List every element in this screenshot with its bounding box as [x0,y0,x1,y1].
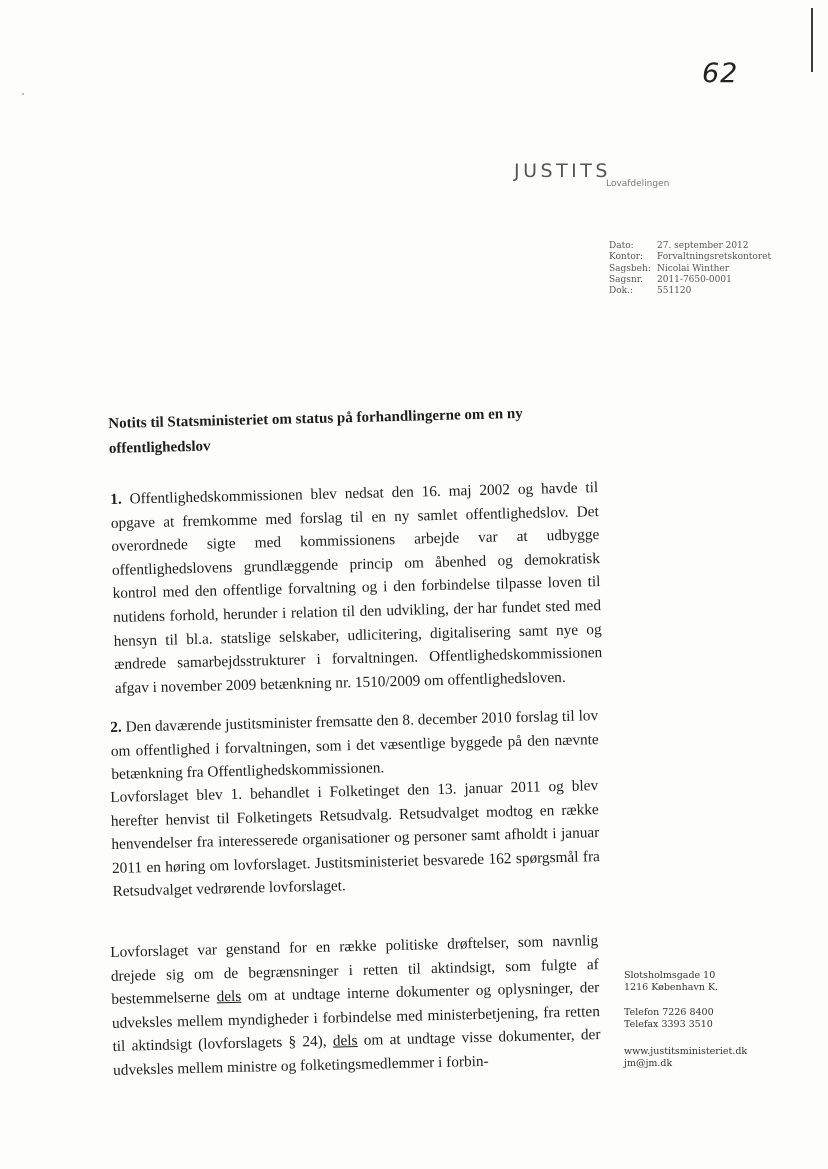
justits-logo: JUSTITS [514,160,611,182]
meta-label: Sagsbeh: [609,263,651,274]
underlined-dels: dels [332,1032,358,1050]
meta-row-document [609,286,771,297]
scan-speck [22,93,24,95]
paragraph-1 [110,476,603,700]
meta-label: Dato: [609,241,634,251]
document-meta-table [609,241,771,297]
paragraph-text: Lovforslaget blev 1. behandlet i Folketinget den 13. januar 2011 og blev herefter henvist til Folketingets Retsudvalg. Retsudvalget modtog en række henvendelser fra interesserede organisationer og personer samt afholdt i januar 2011 en høring om lovforslaget. Justitsministeriet besvarede 162 spørgsmål fra Retsudvalget vedrørende lovforslaget. [110,777,601,901]
paragraph-text: om at undtage visse dokumenter, der udveksles mellem ministre og folketingsmedlemmer i forbin- [112,1026,601,1079]
meta-label: Kontor: [609,252,644,263]
meta-row-caseworker [609,264,771,275]
meta-row-office [609,252,771,263]
meta-value: 27. september 2012 [657,241,749,251]
document-title: Notits til Statsministeriet om status på forhandlingerne om en ny offentlighedslov [108,405,523,457]
meta-value: Forvaltningsretskontoret [657,252,772,263]
meta-row-date [609,241,771,252]
address-phone: Telefon 7226 8400 [624,1007,714,1018]
department-name: Lovafdelingen [606,179,670,189]
section-number: 1. [110,490,122,508]
paragraph-3 [110,774,601,904]
paragraph-text: om at undtage interne dokumenter og oplysninger, der udveksles mellem myndigheder i forbindelse med ministerbetjening, fra retten til aktindsigt (lovforslagets § 24), [111,979,601,1056]
web-block [624,1046,747,1069]
paragraph-text: Lovforslaget var genstand for en række politiske drøftelser, som navnlig drejede sig om de begrænsninger i retten til aktindsigt, som fulgte af bestemmelserne [110,932,599,1009]
meta-row-case-number [609,275,771,286]
meta-value: 2011-7650-0001 [657,274,732,285]
paragraph-text: Offentlighedskommissionen blev nedsat den 16. maj 2002 og havde til opgave at fremkomme med forslag til en ny samlet offentlighedslov. Det overordnede sigte med kommissionens arbejde var at udbygge offentlighedslovens grundlæggende princip om åbenhed og demokratisk kontrol med den offentlige forvaltning og i den forbindelse tilpasse loven til nutidens forhold, herunder i relation til den udvikling, der har fundet sted med hensyn til bl.a. statslige selskaber, udlicitering, digitalisering samt nye og ændrede samarbejdsstrukturer i forvaltningen. Offentlighedskommissionen afgav i november 2009 betænkning nr. 1510/2009 om offentlighedsloven. [110,479,603,697]
meta-value: 551120 [657,286,692,297]
underlined-dels: dels [216,987,242,1006]
address-web: www.justitsministeriet.dk [624,1046,748,1057]
address-email: jm@jm.dk [624,1057,673,1069]
meta-value: Nicolai Winther [657,263,730,274]
scan-edge-mark [811,8,813,72]
meta-label: Sagsnr. [609,274,643,285]
meta-label: Dok.: [609,286,633,297]
address-fax: Telefax 3393 3510 [624,1018,713,1030]
address-street: Slotsholmsgade 10 [624,970,716,981]
paragraph-4 [110,929,601,1082]
postal-address [624,970,718,993]
paragraph-text: Den daværende justitsminister fremsatte den 8. december 2010 forslag til lov om offentlighed i forvaltningen, som i det væsentlige byggede på den nævnte betænkning fra Offentlighedskommissionen. [110,707,599,784]
phone-block [624,1007,714,1030]
handwritten-page-number: 62 [702,58,739,89]
address-city: 1216 København K. [624,981,719,993]
section-number: 2. [110,718,122,736]
paragraph-2 [110,704,600,787]
